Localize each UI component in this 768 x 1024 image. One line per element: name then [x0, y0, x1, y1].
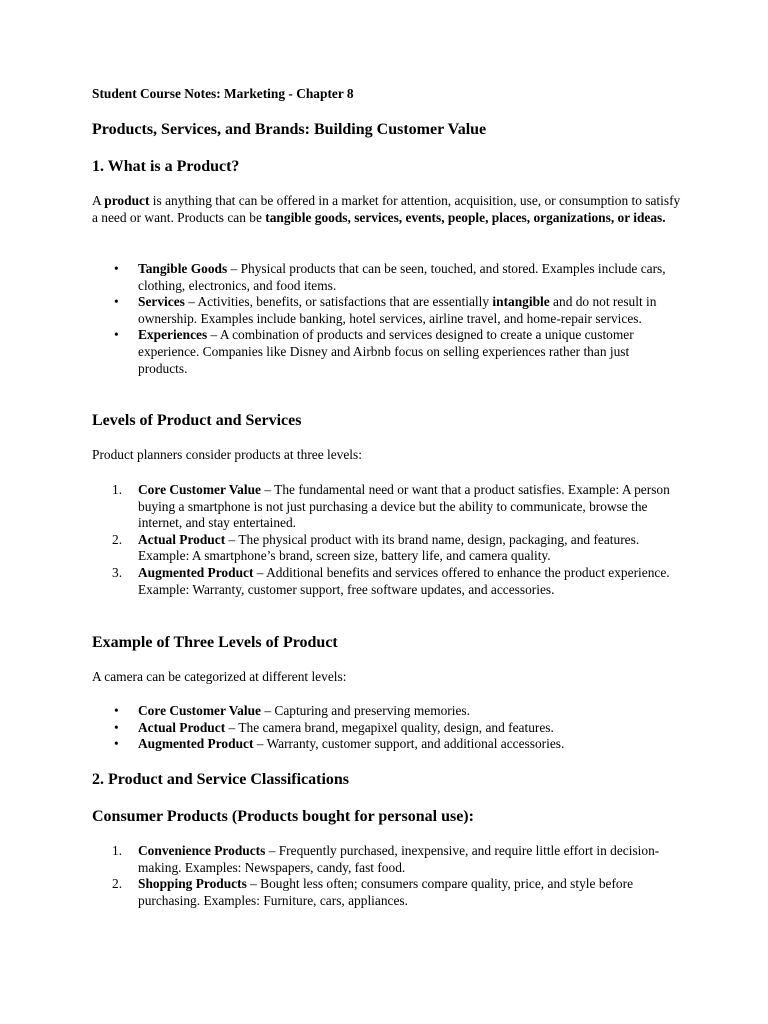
item-number: 3. [112, 564, 123, 580]
item-term: Core Customer Value [138, 703, 261, 718]
item-term: Tangible Goods [138, 261, 228, 276]
list-item [92, 703, 682, 720]
bullet-marker: • [114, 261, 119, 276]
item-text: – Bought less often; consumers compare quality, price, and style before purchasing. Examples: Furniture, cars, appliances. [138, 876, 634, 908]
text-run: A [92, 193, 105, 208]
term-product: product [104, 193, 150, 208]
item-term: Augmented Product [138, 736, 254, 752]
levels-heading: Levels of Product and Services [92, 412, 302, 429]
item-text: – The fundamental need or want that a product satisfies. Example: A person buying a smartphone is not just purchasing a device but the ability to communicate, browse the internet, and stay entertained. [138, 482, 670, 531]
item-term: Augmented Product [138, 564, 254, 580]
item-term: Experiences [138, 327, 208, 343]
item-term: Actual Product [138, 531, 226, 547]
example-heading: Example of Three Levels of Product [92, 634, 338, 651]
product-types: tangible goods, services, events, people, places, organizations, or ideas. [265, 209, 666, 225]
bullet-marker: • [114, 327, 119, 343]
list-item [92, 876, 682, 909]
item-term: Actual Product [138, 719, 226, 735]
list-item [92, 565, 682, 598]
main-heading: Products, Services, and Brands: Building Customer Value [92, 121, 487, 138]
example-intro: A camera can be categorized at different levels: [92, 669, 347, 684]
list-item [92, 294, 682, 327]
bullet-marker: • [114, 294, 119, 310]
item-text: – Additional benefits and services offered to enhance the product experience. Example: Warranty, customer support, free software updates, and accessories. [138, 564, 670, 597]
section2-heading: 2. Product and Service Classifications [92, 771, 350, 788]
product-types-list [92, 261, 682, 377]
list-item [92, 736, 682, 753]
list-item [92, 327, 682, 377]
consumer-products-list [92, 843, 682, 909]
item-text: – Warranty, customer support, and additional accessories. [253, 736, 565, 752]
document-title: Student Course Notes: Marketing - Chapter 8 [92, 86, 354, 101]
list-item [92, 261, 682, 294]
bullet-marker: • [114, 719, 119, 735]
item-text: – The camera brand, megapixel quality, design, and features. [225, 719, 554, 735]
item-term: Shopping Products [138, 876, 247, 892]
item-text: – Activities, benefits, or satisfactions that are essentially [184, 294, 493, 310]
list-item [92, 532, 682, 565]
item-term: Convenience Products [138, 843, 266, 858]
item-text: – Frequently purchased, inexpensive, and require little effort in decision-making. Examples: Newspapers, candy, fast food. [138, 843, 660, 875]
consumer-products-heading: Consumer Products (Products bought for personal use): [92, 808, 474, 825]
item-number: 1. [112, 843, 123, 858]
item-term: Core Customer Value [138, 482, 261, 497]
item-text: and do not result in ownership. Examples include banking, hotel services, airline travel, and home-repair services. [138, 294, 657, 326]
list-item [92, 482, 682, 532]
bullet-marker: • [114, 736, 119, 752]
item-number: 1. [112, 482, 123, 497]
item-number: 2. [112, 876, 123, 892]
example-list [92, 703, 682, 753]
item-text: – Capturing and preserving memories. [261, 703, 470, 718]
item-text: – A combination of products and services designed to create a unique customer experience. Companies like Disney and Airbnb focus on selling experiences rather than just products. [138, 327, 634, 376]
item-term: Services [138, 294, 185, 310]
item-text: – The physical product with its brand name, design, packaging, and features. Example: A smartphone’s brand, screen size, battery life, and camera quality. [138, 531, 640, 564]
levels-intro: Product planners consider products at three levels: [92, 447, 362, 462]
item-emphasis: intangible [492, 294, 550, 310]
section1-heading: 1. What is a Product? [92, 158, 240, 175]
text-run: is anything that can be offered in a market for attention, acquisition, use, or consumption to satisfy a need or want. Products can be [92, 193, 681, 225]
levels-list [92, 482, 682, 598]
bullet-marker: • [114, 703, 119, 718]
list-item [92, 843, 682, 876]
item-text: – Physical products that can be seen, touched, and stored. Examples include cars, clothing, electronics, and food items. [138, 261, 666, 293]
item-number: 2. [112, 531, 123, 547]
product-definition-paragraph [92, 193, 682, 226]
list-item [92, 720, 682, 737]
